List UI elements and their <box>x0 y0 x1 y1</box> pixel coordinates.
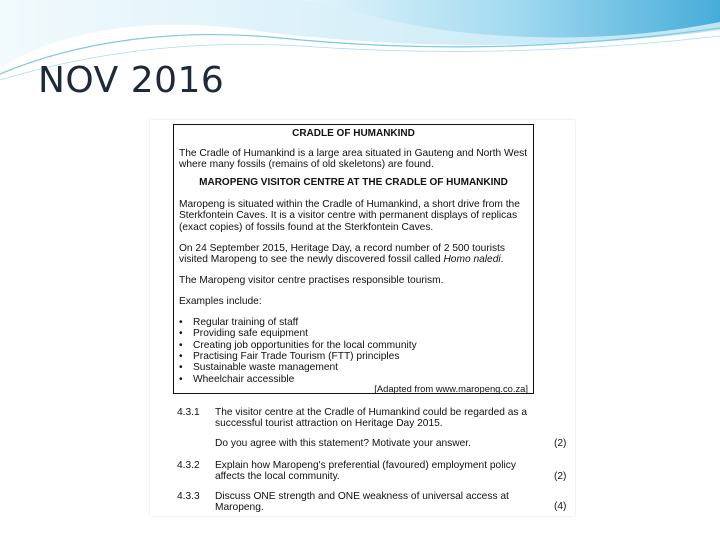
question-text: Explain how Maropeng's preferential (favoured) employment policy affects the local community. <box>215 460 516 483</box>
question-text: Do you agree with this statement? Motivate your answer. <box>215 438 471 449</box>
question-number: 4.3.2 <box>177 460 200 471</box>
question-text: The visitor centre at the Cradle of Humankind could be regarded as a successful tourist attraction on Heritage Day 2015. <box>215 407 528 430</box>
bullet-icon: • <box>179 362 183 374</box>
bullet-text: Wheelchair accessible <box>193 373 295 385</box>
responsible-tourism-paragraph: The Maropeng visitor centre practises responsible tourism. <box>179 275 444 286</box>
heritage-day-text: On 24 September 2015, Heritage Day, a record number of 2 500 tourists visited Maropeng to see the newly discovered fossil called <box>179 243 505 266</box>
question-mark: (4) <box>554 501 567 512</box>
bullet-icon: • <box>179 317 183 328</box>
bullet-text: Sustainable waste management <box>193 362 338 374</box>
bullet-icon: • <box>179 339 183 351</box>
heritage-day-period: . <box>500 254 504 266</box>
exam-document-page <box>150 120 575 516</box>
bullet-text: Regular training of staff <box>193 317 299 328</box>
slide-title: NOV 2016 <box>38 60 225 101</box>
bullet-text: Practising Fair Trade Tourism (FTT) principles <box>193 350 400 362</box>
question-mark: (2) <box>554 438 567 449</box>
box-heading-maropeng: MAROPENG VISITOR CENTRE AT THE CRADLE OF HUMANKIND <box>199 177 508 188</box>
question-text: Discuss ONE strength and ONE weakness of universal access at Maropeng. <box>215 491 509 514</box>
bullet-text: Creating job opportunities for the local community <box>193 339 417 351</box>
bullet-icon: • <box>179 350 183 362</box>
source-text-box <box>173 124 534 394</box>
bullet-text: Providing safe equipment <box>193 328 308 340</box>
box-heading-cradle: CRADLE OF HUMANKIND <box>292 128 415 139</box>
heritage-day-paragraph <box>179 243 529 266</box>
question-mark: (2) <box>554 471 567 482</box>
examples-label: Examples include: <box>179 296 262 307</box>
source-citation: [Adapted from www.maropeng.co.za] <box>374 383 528 394</box>
bullet-icon: • <box>179 328 183 340</box>
fossil-name: Homo naledi <box>443 254 501 266</box>
bullet-icon: • <box>179 373 183 385</box>
maropeng-paragraph: Maropeng is situated within the Cradle of Humankind, a short drive from the Sterkfontein Caves. It is a visitor centre with permanent displays of replicas (exact copies) of fossils found at the Sterkfontein Caves. <box>179 199 520 233</box>
intro-paragraph: The Cradle of Humankind is a large area situated in Gauteng and North West where many fossils (remains of old skeletons) are found. <box>179 148 528 171</box>
question-number: 4.3.1 <box>177 407 200 418</box>
question-number: 4.3.3 <box>177 491 200 502</box>
